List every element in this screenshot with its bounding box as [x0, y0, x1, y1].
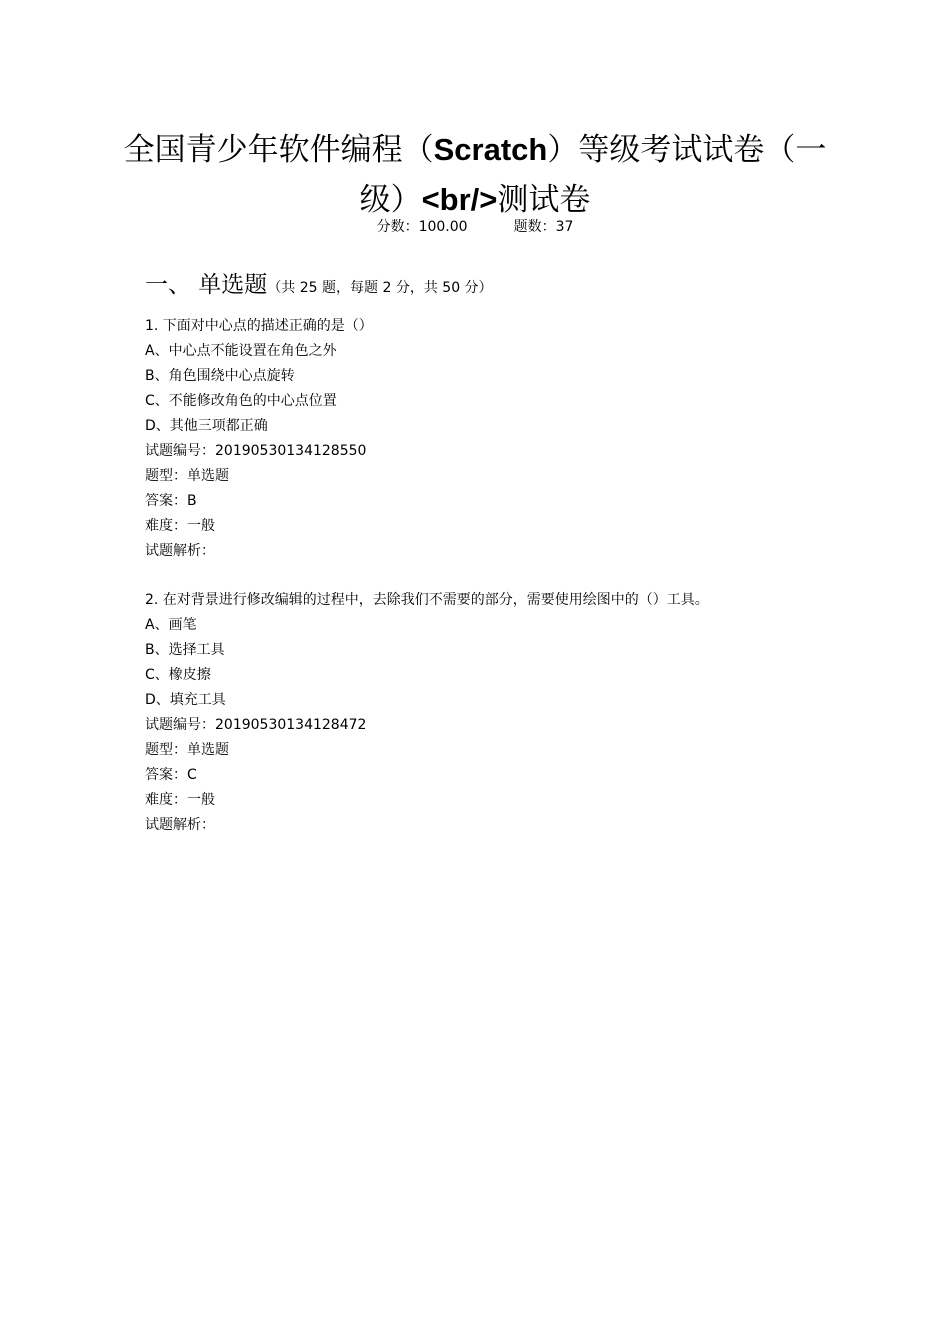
title-latin-2: <br/> — [421, 181, 498, 217]
question-2 — [145, 588, 709, 838]
option-b: B、选择工具 — [145, 642, 225, 658]
question-type: 题型：单选题 — [145, 742, 229, 758]
option-a: A、画笔 — [145, 617, 197, 633]
question-analysis: 试题解析： — [145, 543, 215, 559]
section-note: （共 25 题，每题 2 分，共 50 分） — [267, 280, 493, 296]
question-stem: 2. 在对背景进行修改编辑的过程中，去除我们不需要的部分，需要使用绘图中的（）工具。 — [145, 592, 709, 608]
title-text-2: ）等级考试试卷（一级） — [359, 131, 827, 218]
title-latin-1: Scratch — [433, 131, 548, 167]
question-1 — [145, 314, 373, 564]
title-text-3: 测试卷 — [497, 181, 591, 218]
exam-meta — [0, 217, 950, 237]
question-count-label: 题数：37 — [513, 219, 574, 235]
option-d: D、其他三项都正确 — [145, 418, 268, 434]
score-label: 分数：100.00 — [376, 219, 468, 235]
question-difficulty: 难度：一般 — [145, 792, 215, 808]
question-answer: 答案：B — [145, 493, 197, 509]
question-stem: 1. 下面对中心点的描述正确的是（） — [145, 318, 373, 334]
title-text-1: 全国青少年软件编程（ — [123, 131, 434, 168]
question-type: 题型：单选题 — [145, 468, 229, 484]
section-title: 一、 单选题 — [145, 272, 268, 298]
option-c: C、不能修改角色的中心点位置 — [145, 393, 337, 409]
question-id: 试题编号：20190530134128550 — [145, 443, 367, 459]
option-d: D、填充工具 — [145, 692, 226, 708]
question-answer: 答案：C — [145, 767, 197, 783]
question-difficulty: 难度：一般 — [145, 518, 215, 534]
option-a: A、中心点不能设置在角色之外 — [145, 343, 337, 359]
option-c: C、橡皮擦 — [145, 667, 211, 683]
question-analysis: 试题解析： — [145, 817, 215, 833]
option-b: B、角色围绕中心点旋转 — [145, 368, 295, 384]
document-title — [120, 125, 830, 225]
question-id: 试题编号：20190530134128472 — [145, 717, 367, 733]
section-heading — [145, 266, 493, 299]
